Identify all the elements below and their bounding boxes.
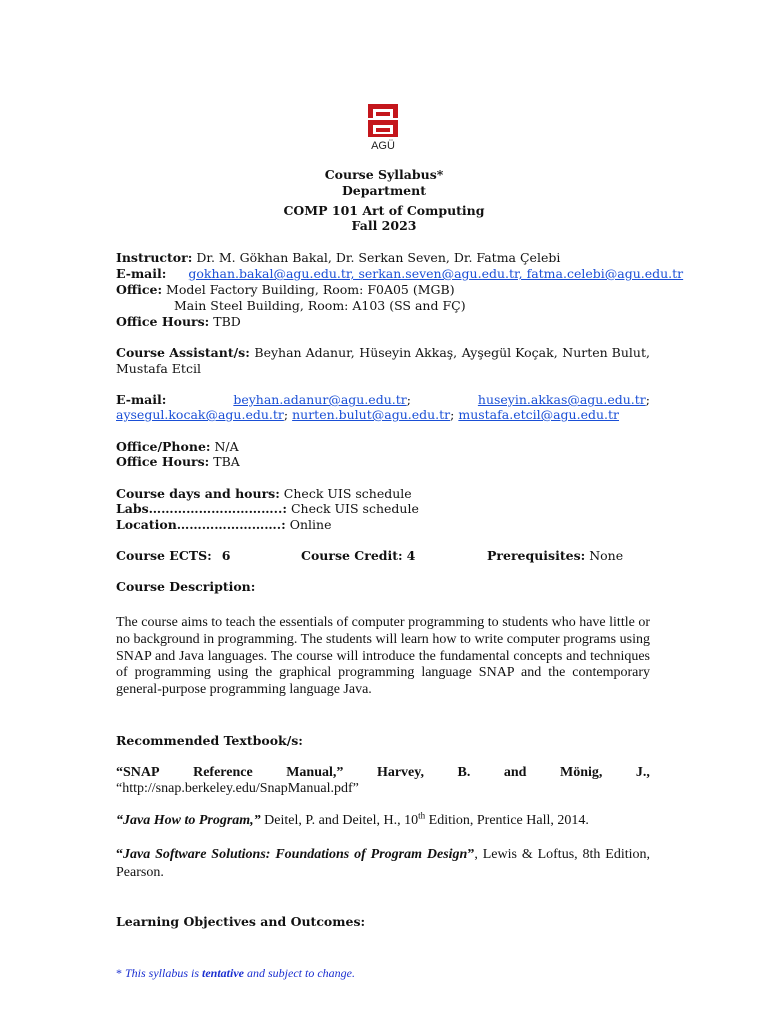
assistants-email-line-2 [116,407,650,423]
textbook-1-word: Harvey, [376,765,424,780]
logo-text: AGÜ [371,140,395,152]
instructor-line [116,250,650,266]
office-hours-line [116,314,650,330]
textbook-2-title: “Java How to Program,” [116,813,261,828]
textbook-1-word: and [503,765,527,780]
email-separator: ; [406,392,411,407]
course-title: COMP 101 Art of Computing [283,203,485,218]
assistant-email-link[interactable]: mustafa.etcil@agu.edu.tr [458,407,620,422]
description-heading: Course Description: [116,579,256,594]
assistants-email-line [116,392,650,408]
textbook-1-word: J., [635,765,650,780]
assistant-email-link[interactable]: huseyin.akkas@agu.edu.tr [477,392,646,407]
credit-value: 4 [406,548,416,563]
textbook-3-close-quote: ” [467,847,475,862]
assistant-name: Hüseyin Akkaş, [359,345,458,360]
course-days-value: Check UIS schedule [279,486,412,501]
textbook-1-word: B. [457,765,471,780]
credit-group [301,548,415,564]
assistant-name: Beyhan Adanur, [254,345,355,360]
textbook-3-authors: , Lewis & Loftus, 8th Edition, Pearson. [116,847,651,880]
office-label: Office: [116,282,163,297]
ects-label: Course ECTS: [116,548,212,563]
assistant-hours-value: TBA [209,454,240,469]
instructor-email-label: E-mail: [116,266,167,281]
ects-value: 6 [221,548,231,563]
textbook-1-word: Reference [193,765,253,780]
prereq-value: None [585,548,624,563]
term-label: Fall 2023 [351,218,417,233]
textbook-1-url: “http://snap.berkeley.edu/SnapManual.pdf” [116,781,359,796]
labs-label: Labs…………………………..: [116,501,287,516]
email-separator: ; [450,407,455,422]
credit-label: Course Credit: [301,548,403,563]
labs-value: Check UIS schedule [286,501,419,516]
ects-group [116,548,230,564]
instructor-email-line [116,266,684,282]
course-days-label: Course days and hours: [116,486,280,501]
instructor-emails-link[interactable]: gokhan.bakal@agu.edu.tr, serkan.seven@agu.edu.tr, fatma.celebi@agu.edu.tr [188,266,684,281]
assistants-line [116,345,650,361]
textbook-2-edition: Edition, Prentice Hall, 2014. [425,813,589,828]
office-phone-line [116,439,650,455]
assistants-line-2: Mustafa Etcil [116,361,201,376]
prereq-group [487,548,623,564]
labs-line [116,501,650,517]
office-hours-value: TBD [209,314,241,329]
assistant-hours-label: Office Hours: [116,454,210,469]
textbook-1-line [116,765,650,781]
textbook-3-line [116,846,650,882]
office-line-2: Main Steel Building, Room: A103 (SS and FÇ) [174,298,466,313]
assistant-name: Ayşegül Koçak, [461,345,558,360]
description-text: The course aims to teach the essentials of computer programming to students who have little or no background in programming. The students will learn how to write computer programs using SNAP and Java languages. The course will introduce the fundamental concepts and techniques of programming using the graphical programming language SNAP and the contemporary general-purpose programming language Java. [116,615,650,698]
footnote-bold: tentative [202,966,245,980]
email-separator: ; [283,407,289,422]
textbook-3-title: Java Software Solutions: Foundations of Program Design [123,847,468,862]
textbook-1-word: “SNAP [116,765,160,780]
textbook-2-line [116,810,650,829]
location-value: Online [285,517,332,532]
textbook-2-authors: Deitel, P. and Deitel, H., 10 [260,813,419,828]
assistant-hours-line [116,454,650,470]
syllabus-title: Course Syllabus* [324,167,444,182]
office-line [116,282,650,298]
textbook-3-open-quote: “ [116,847,123,862]
assistant-email-link[interactable]: nurten.bulut@agu.edu.tr [292,407,451,422]
office-phone-value: N/A [210,439,239,454]
textbooks-heading: Recommended Textbook/s: [116,733,303,748]
assistant-email-link[interactable]: beyhan.adanur@agu.edu.tr [233,392,407,407]
office-phone-label: Office/Phone: [116,439,211,454]
office-value-1: Model Factory Building, Room: F0A05 (MGB) [162,282,455,297]
assistant-name: Nurten Bulut, [562,345,650,360]
textbook-1-word: Mönig, [560,765,603,780]
tentative-footnote [116,965,355,981]
footnote-post: and subject to change. [244,966,355,980]
office-hours-label: Office Hours: [116,314,210,329]
email-separator: ; [645,392,650,407]
location-line [116,517,650,533]
assistants-label: Course Assistant/s: [116,345,250,360]
textbook-1-word: Manual,” [286,765,344,780]
assistants-email-label: E-mail: [116,392,167,407]
instructor-names: Dr. M. Gökhan Bakal, Dr. Serkan Seven, Dr. Fatma Çelebi [192,250,561,265]
instructor-label: Instructor: [116,250,193,265]
course-days-line [116,486,650,502]
footnote-star: * [116,966,125,980]
location-label: Location…………………….: [116,517,286,532]
objectives-heading: Learning Objectives and Outcomes: [116,914,366,929]
footnote-pre: This syllabus is [125,966,203,980]
prereq-label: Prerequisites: [487,548,586,563]
agu-logo [366,104,400,152]
assistant-email-link[interactable]: aysegul.kocak@agu.edu.tr [116,407,284,422]
department-label: Department [341,183,427,198]
textbook-2-sup: th [418,810,426,821]
